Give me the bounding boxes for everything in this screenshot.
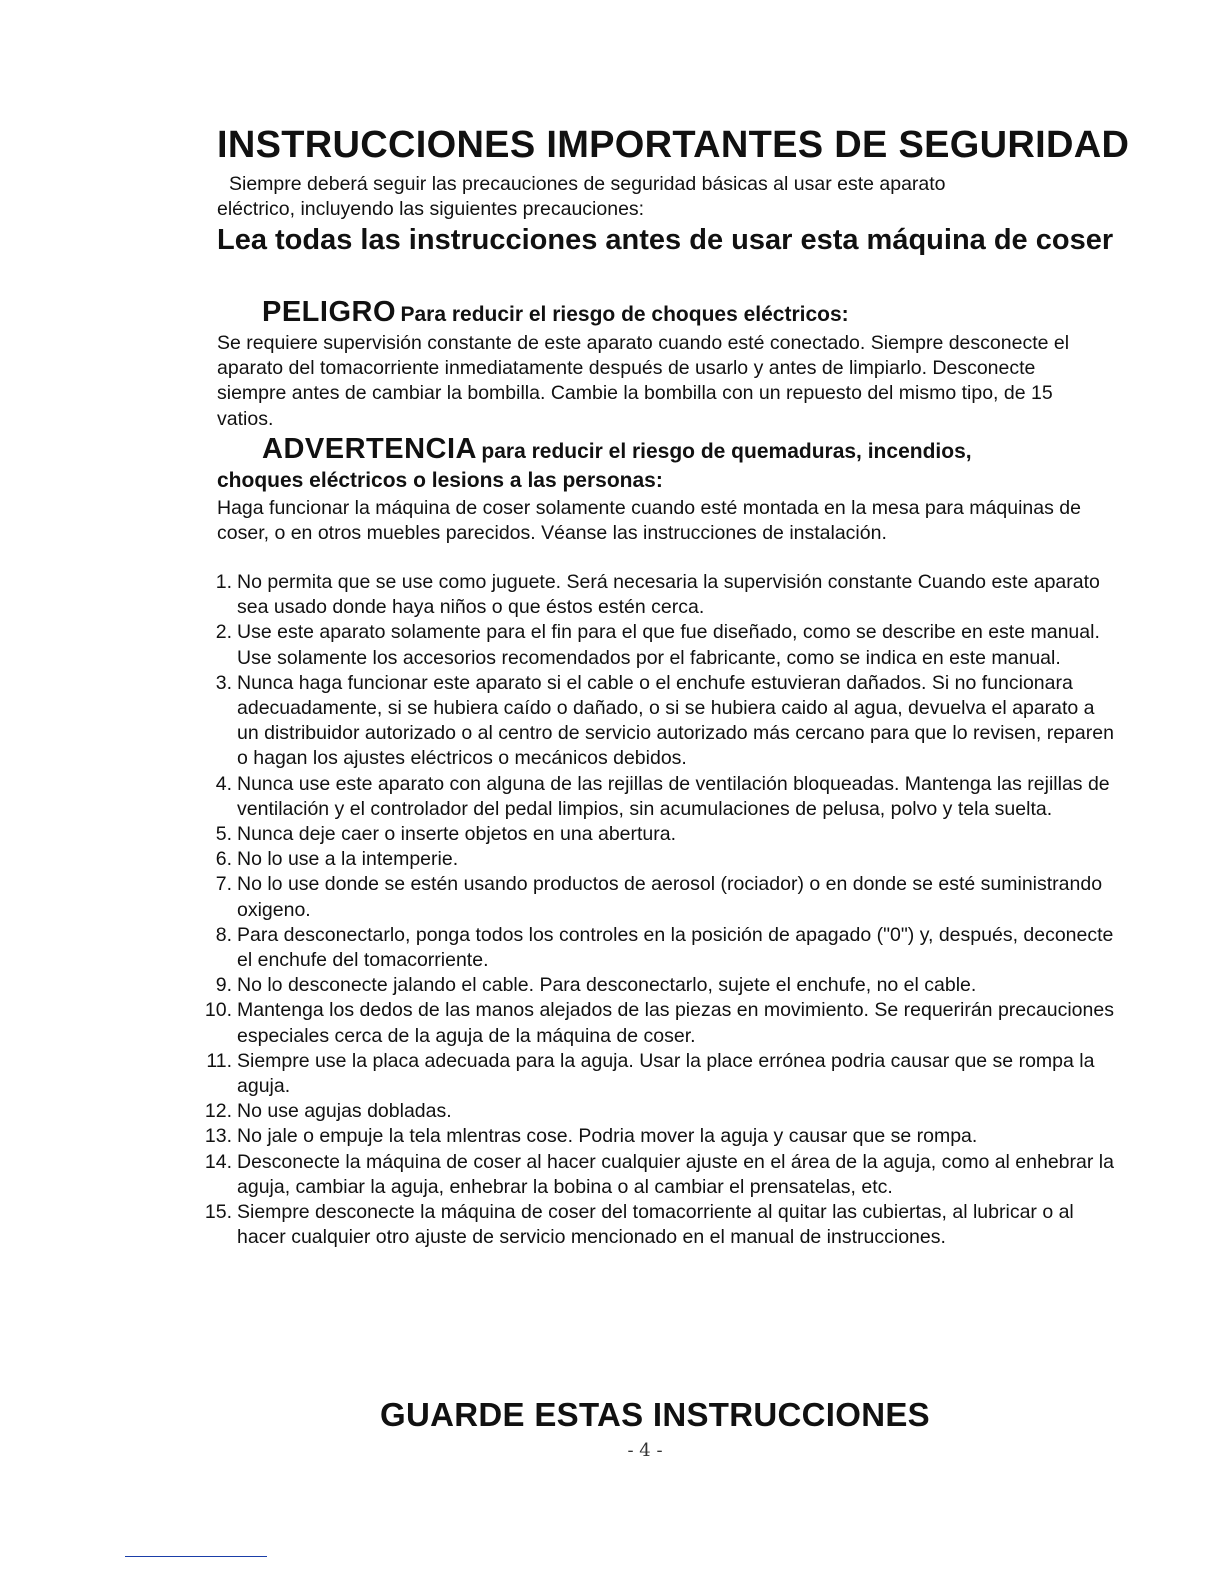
list-item [200, 998, 1120, 1048]
item-text: Desconecte la máquina de coser al hacer cualquier ajuste en el área de la aguja, como al enhebrar la aguja, cambiar la aguja, enhebrar la bobina o al cambiar el prensatelas, etc. [237, 1150, 1114, 1198]
item-number: 15. [204, 1201, 232, 1224]
list-item [200, 847, 1120, 872]
list-item [200, 772, 1120, 822]
item-number: 9. [215, 974, 232, 997]
danger-heading-text: Para reducir el riesgo de choques eléctricos: [400, 303, 849, 326]
item-number: 10. [204, 999, 232, 1022]
item-number: 7. [215, 873, 232, 896]
item-text: Siempre use la placa adecuada para la aguja. Usar la place errónea podria causar que se rompa la aguja. [237, 1049, 1095, 1098]
item-text: No use agujas dobladas. [237, 1100, 452, 1123]
danger-heading [262, 296, 849, 329]
list-item [200, 923, 1120, 973]
item-number: 12. [204, 1100, 232, 1123]
footnote-divider [125, 1556, 267, 1557]
warning-label: ADVERTENCIA [262, 433, 477, 465]
warning-heading-continued: choques eléctricos o lesions a las personas: [217, 469, 663, 492]
item-number: 4. [215, 772, 232, 795]
page-number: - 4 - [627, 1440, 663, 1461]
item-number: 14. [204, 1150, 232, 1173]
warning-paragraph: Haga funcionar la máquina de coser solamente cuando esté montada en la mesa para máquinas de coser, o en otros muebles parecidos. Véanse las instrucciones de instalación. [217, 497, 1081, 545]
intro-line-2: eléctrico, incluyendo las siguientes precauciones: [217, 198, 645, 220]
item-text: Nunca haga funcionar este aparato si el cable o el enchufe estuvieran dañados. Si no funcionara adecuadamente, si se hubiera caído o dañado, o si se hubiera caido al agua, devuelva el aparato a un distribuidor autorizado o al centro de servicio autorizado más cercano para que lo revisen, reparen o hagan los ajustes eléctricos o mecánicos debidos. [237, 671, 1114, 770]
list-item [200, 1099, 1120, 1124]
safety-instructions-list [200, 570, 1120, 1250]
item-number: 5. [215, 823, 232, 846]
item-text: No lo desconecte jalando el cable. Para desconectarlo, sujete el enchufe, no el cable. [237, 974, 977, 997]
item-text: No permita que se use como juguete. Será necesaria la supervisión constante Cuando este aparato sea usado donde haya niños o que éstos estén cerca. [237, 571, 1100, 619]
intro-line-1: Siempre deberá seguir las precauciones de seguridad básicas al usar este aparato [229, 173, 946, 195]
item-number: 8. [215, 923, 232, 946]
item-number: 11. [206, 1049, 232, 1072]
list-item [200, 973, 1120, 998]
list-item [200, 1049, 1120, 1099]
item-number: 13. [204, 1125, 232, 1148]
list-item [200, 822, 1120, 847]
danger-paragraph: Se requiere supervisión constante de este aparato cuando esté conectado. Siempre desconecte el aparato del tomacorriente inmediatamente después de usarlo y antes de limpiarlo. Desconecte siempre antes de cambiar la bombilla. Cambie la bombilla con un repuesto del mismo tipo, de 15 vatios. [217, 332, 1070, 430]
list-item [200, 1150, 1120, 1200]
item-text: No jale o empuje la tela mlentras cose. Podria mover la aguja y causar que se rompa. [237, 1125, 978, 1148]
item-text: Para desconectarlo, ponga todos los controles en la posición de apagado ("0") y, después, deconecte el enchufe del tomacorriente. [237, 923, 1114, 972]
list-item [200, 671, 1120, 772]
save-instructions-title: GUARDE ESTAS INSTRUCCIONES [380, 1396, 930, 1433]
item-text: Nunca use este aparato con alguna de las rejillas de ventilación bloqueadas. Mantenga las rejillas de ventilación y el controlador del pedal limpios, sin acumulaciones de pelusa, polvo y tela suelta. [237, 772, 1110, 820]
item-text: Siempre desconecte la máquina de coser del tomacorriente al quitar las cubiertas, al lubricar o al hacer cualquier otro ajuste de servicio mencionado en el manual de instrucciones. [237, 1201, 1074, 1249]
danger-label: PELIGRO [262, 296, 397, 328]
item-text: Use este aparato solamente para el fin para el que fue diseñado, como se describe en este manual. Use solamente los accesorios recomendados por el fabricante, como se indica en este manual. [237, 621, 1100, 669]
item-text: Nunca deje caer o inserte objetos en una abertura. [237, 823, 677, 846]
item-number: 6. [215, 848, 232, 871]
warning-heading-text: para reducir el riesgo de quemaduras, incendios, [481, 440, 972, 463]
warning-heading [262, 433, 972, 466]
list-item [200, 620, 1120, 670]
item-number: 2. [215, 621, 232, 644]
list-item [200, 1124, 1120, 1149]
item-text: No lo use donde se estén usando productos de aerosol (rociador) o en donde se esté suministrando oxigeno. [237, 873, 1103, 921]
item-number: 3. [215, 671, 232, 694]
item-number: 1. [215, 571, 232, 593]
list-item [200, 1200, 1120, 1250]
page-title: INSTRUCCIONES IMPORTANTES DE SEGURIDAD [217, 124, 1130, 166]
read-instructions-subtitle: Lea todas las instrucciones antes de usar esta máquina de coser [217, 224, 1114, 256]
list-item [200, 570, 1120, 620]
item-text: Mantenga los dedos de las manos alejados de las piezas en movimiento. Se requerirán precauciones especiales cerca de la aguja de la máquina de coser. [237, 999, 1114, 1047]
intro-paragraph [217, 172, 1097, 222]
item-text: No lo use a la intemperie. [237, 848, 459, 871]
list-item [200, 872, 1120, 922]
